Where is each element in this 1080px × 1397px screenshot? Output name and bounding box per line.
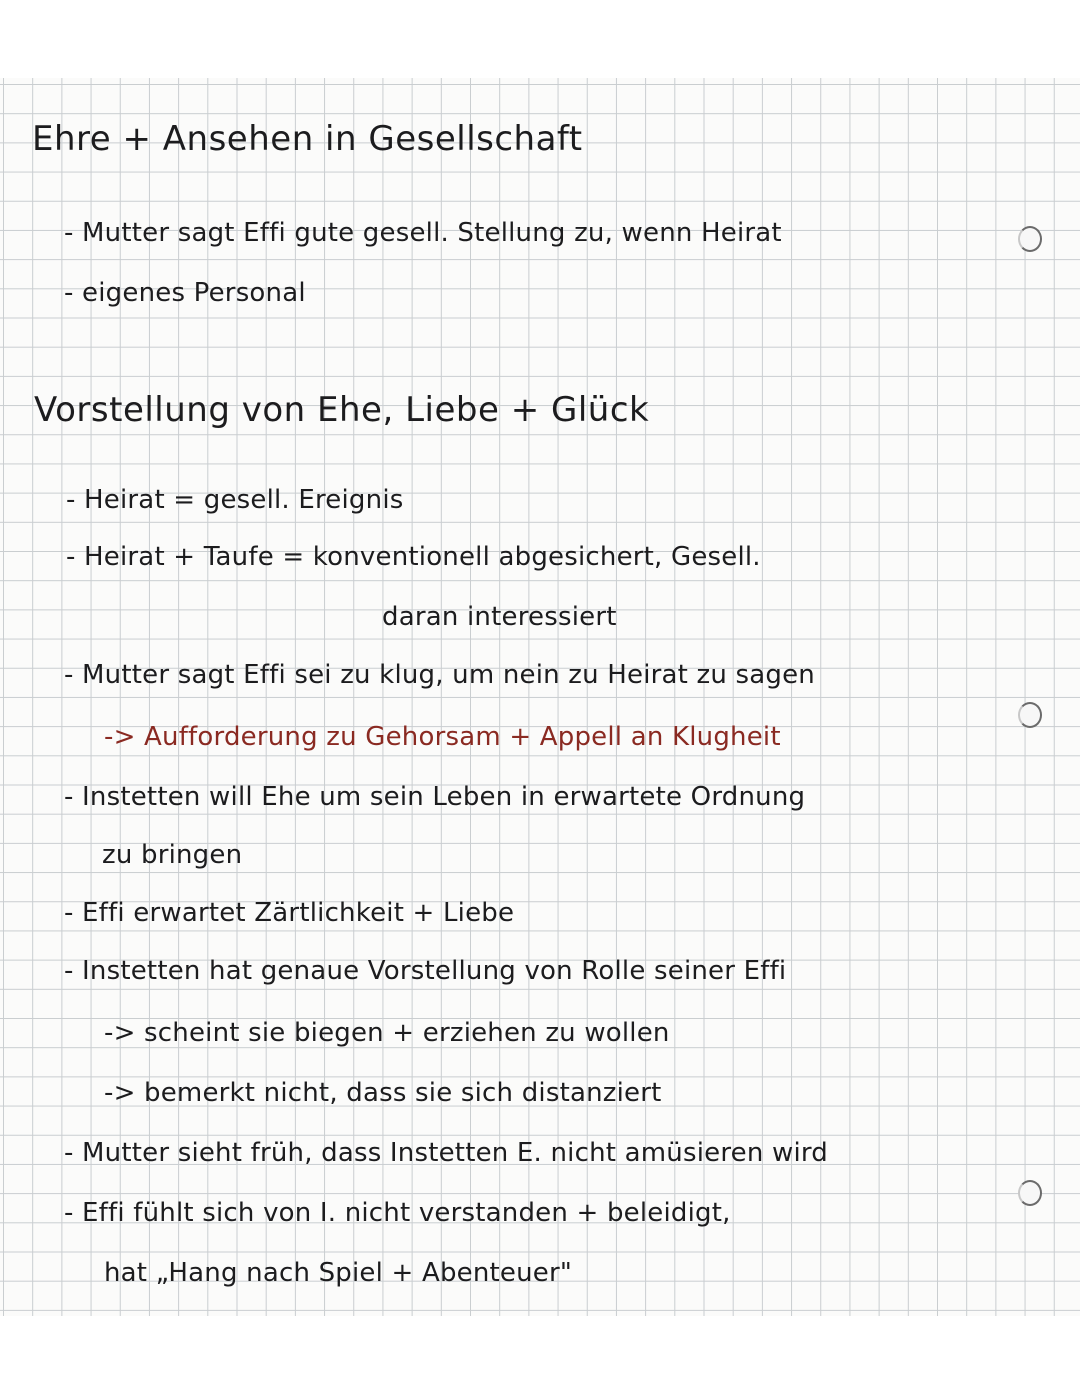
- note-line: -> Aufforderung zu Gehorsam + Appell an Klugheit: [104, 722, 781, 752]
- note-line: - Heirat = gesell. Ereignis: [66, 485, 404, 515]
- note-line: daran interessiert: [382, 602, 617, 632]
- punch-hole-icon: [1018, 1180, 1042, 1206]
- page-margin-bottom: [0, 1316, 1080, 1397]
- note-line: - eigenes Personal: [64, 278, 306, 308]
- section-heading-marriage: Vorstellung von Ehe, Liebe + Glück: [34, 390, 650, 430]
- punch-hole-icon: [1018, 226, 1042, 252]
- punch-hole-icon: [1018, 702, 1042, 728]
- note-line: - Instetten will Ehe um sein Leben in erwartete Ordnung: [64, 782, 806, 812]
- section-heading-honor: Ehre + Ansehen in Gesellschaft: [32, 119, 583, 159]
- note-line: - Effi erwartet Zärtlichkeit + Liebe: [64, 898, 515, 928]
- note-line: zu bringen: [102, 840, 243, 870]
- note-line: -> bemerkt nicht, dass sie sich distanziert: [104, 1078, 662, 1108]
- grid-paper: [0, 78, 1080, 1316]
- note-line: - Mutter sieht früh, dass Instetten E. nicht amüsieren wird: [64, 1138, 829, 1168]
- note-line: - Effi fühlt sich von I. nicht verstanden + beleidigt,: [64, 1198, 731, 1228]
- note-line: - Instetten hat genaue Vorstellung von Rolle seiner Effi: [64, 956, 787, 986]
- note-line: - Mutter sagt Effi gute gesell. Stellung zu, wenn Heirat: [64, 218, 782, 248]
- note-line: - Heirat + Taufe = konventionell abgesichert, Gesell.: [66, 542, 761, 572]
- note-line: - Mutter sagt Effi sei zu klug, um nein zu Heirat zu sagen: [64, 660, 815, 690]
- note-line: hat „Hang nach Spiel + Abenteuer": [104, 1258, 573, 1288]
- note-line: -> scheint sie biegen + erziehen zu wollen: [104, 1018, 670, 1048]
